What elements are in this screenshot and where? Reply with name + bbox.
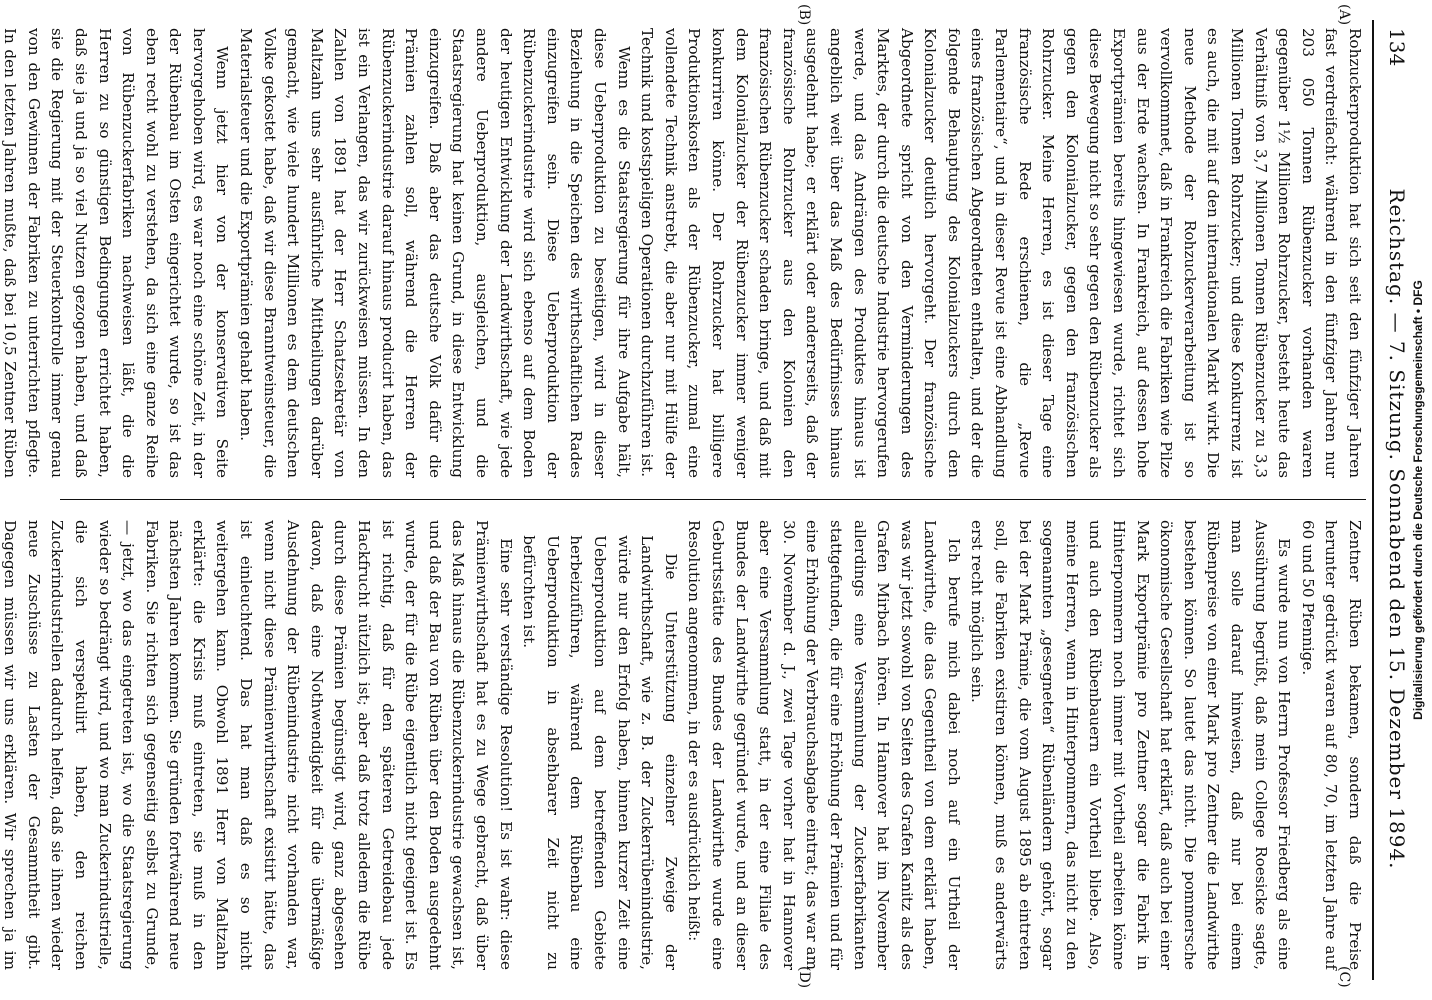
paragraph: Zentner Rüben bekamen, sondern daß die Preise herunter gedrückt waren auf 80, 70, im letzten Jahre auf 60 und 50 Pfennige.	[1298, 520, 1364, 970]
paragraph: Wenn es die Staatsregierung für ihre Aufgabe hält, diese Ueberproduktion zu beseitigen, wird in dieser Beziehung in die Speichen des wirthschaftlichen Rades einzugreifen sein. Diese Ueberproduktion der Rübenzuckerindustrie wird sich ebenso auf dem Boden der heutigen Entwicklung der Landwirthschaft, wie jede andere Ueberproduktion, ausgleichen, und die Staatsregierung hat keinen Grund, in diese Entwicklung einzugreifen. Daß aber das deutsche Volk dafür die Prämien zahlen soll, während die Herren der Rübenzuckerindustrie darauf hinaus producirt haben, das ist ein Verlangen, das wir zurückweisen müssen. In den Zahlen von 1891 hat der Herr Schatzsekretär von Maltzahn uns sehr ausführliche Mittheilungen darüber gemacht, wie viele hundert Millionen es dem deutschen Volke gekostet habe, daß wir diese Branntweinsteuer, die Materialsteuer und die Exportprämien gehabt haben.	[237, 28, 633, 478]
paragraph: Rohzuckerproduktion hat sich seit den fünfziger Jahren fast verdreifacht: während in den fünfziger Jahren nur 203 050 Tonnen Rübenzucker vorhanden waren gegenüber 1½ Millionen Rohrzucker, besteht heute das Verhältniß von 3,7 Millionen Tonnen Rübenzucker zu 3,3 Millionen Tonnen Rohrzucker; und diese Konkurrenz ist es auch, die mit auf den internationalen Markt wirkt. Die neue Methode der Rohzuckerverarbeitung ist so vervollkommnet, daß in Frankreich die Fabriken wie Pilze aus der Erde wachsen. In Frankreich, auf dessen hohe Exportprämien bereits hingewiesen wurde, richtet sich diese Bewegung nicht so sehr gegen den Rübenzucker als gegen den Kolonialzucker, gegen den französischen Rohrzucker. Meine Herren, es ist dieser Tage eine französische Rede erschienen, die „Revue Parlementaire“, und in dieser Revue ist eine Abhandlung eines französischen Abgeordneten enthalten, und der die folgende Behauptung des Kolonialzuckers durch den Kolonialzucker deutlich hervorgeht. Der französische Abgeordnete spricht von den Verminderungen des Marktes, der durch die deutsche Industrie hervorgerufen werde, und das Andrängen des Produktes hinaus ist angeblich weit über das Maß des Bedürfnisses hinaus ausgedehnt habe; er erklärt oder andererseits, daß der französische Rohrzucker aus den Kolonien den französischen Rübenzucker schaden bringe, und daß mit dem Kolonialzucker der Rübenzucker immer weniger konkurriren könne. Der Rohrzucker hat billigere Produktionskosten als der Rübenzucker, zumal eine vollendete Technik anstrebt, die aber nur mit Hülfe der Technik und kostspieligen Operationen durchzuführen ist.	[638, 28, 1364, 478]
running-title: Reichstag. — 7. Sitzung. Sonnabend den 15. Dezember 1894.	[1385, 188, 1409, 870]
paragraph: Ich berufe mich dabei noch auf ein Urtheil der Landwirthe, die das Gegentheil von dem erklärt haben, was wir jetzt sowohl von Seiten des Grafen Kanitz als des Grafen Mirbach hören. In Hannover hat im November allerdings eine Versammlung der Zuckerfabrikanten stattgefunden, die für eine Erhöhung der Prämien und für eine Erhöhung der Verbrauchsabgabe eintrat; das war am 30. November d. J., zwei Tage vorher hat in Hannover aber eine Versammlung statt, in der eine Filiale des Bundes der Landwirthe gegründet wurde, und an dieser Geburtsstätte des Bundes der Landwirthe wurde eine Resolution angenommen, in der es ausdrücklich heißt:	[685, 520, 963, 970]
paragraph: Wenn jetzt hier von der konservativen Seite hervorgehoben wird, es war noch eine schöne Zeit, in der der Rübenbau im Osten eingerichtet wurde, so ist das eben recht wohl zu verstehen, da sich eine ganze Reihe von Rübenzuckerfabriken nachweisen läßt, die die Herren zu so günstigen Bedingungen errichtet haben, daß sie ja und ja so viel Nutzen gezogen haben, und daß sie die Regierung mit der Steuerkontrolle immer genau von den Gewinnen der Fabriken zu unterrichten pflegte. In den letzten Jahren mußte, daß bei 10,5 Zentner Rüben	[1, 28, 232, 478]
marker-a: (A)	[1336, 4, 1352, 26]
paragraph: Eine sehr verständige Resolution! Es ist wahr: diese Prämienwirthschaft hat es zu Wege gebracht, daß über das Maß hinaus die Rübenzuckerindustrie gewachsen ist, und daß der Bau von Rüben über den Boden ausgedehnt wurde, der für die Rübe eigentlich nicht geeignet ist. Es ist richtig, daß für den späteren Getreidebau jede Hackfrucht nützlich ist; aber daß trotz alledem die Rübe durch diese Prämien begünstigt wird, ganz abgesehen davon, daß eine Nothwendigkeit für die übermäßige Ausdehnung der Rübenindustrie nicht vorhanden war, wenn nicht diese Prämienwirthschaft existirt hätte, das ist einleuchtend. Das hat man daß es so nicht weitergehen kann. Obwohl 1891 Herr von Maltzahn erklärte: die Krisis muß eintreten, sie muß in den nächsten Jahren kommen. Sie gründen fortwährend neue Fabriken. Sie richten sich gegenseitig selbst zu Grunde, — jetzt, wo das eingetreten ist, wo die Staatsregierung wieder so bedrängt wird, und wo man Zuckerindustrielle, die sich verspekulirt haben, den reichen Zuckerindustriellen dadurch helfen, daß sie ihnen wieder neue Zuschüsse zu Lasten der Gesammtheit gibt. Dagegen müssen wir uns erklären. Wir sprechen ja im	[1, 520, 515, 970]
marker-c: (C)	[1336, 966, 1352, 988]
left-column	[1, 28, 1366, 478]
paragraph: Es wurde nun von Herrn Professor Friedberg als eine Aussührung begrüßt, daß mein College Roesicke sagte, man solle darauf hinweisen, daß nur bei einem Rübenpreise von einer Mark pro Zentner die Landwirthe bestehen können. So lautet das nicht. Die pommersche ökonomische Gesellschaft hat erklärt, daß auch bei einer Mark Exportprämie pro Zentner sogar die Fabrik in Hinterpommern noch immer mit Vortheil arbeiten könne und auch den Rübenbauern ein Vortheil bliebe. Also, meine Herren, wenn in Hinterpommern, das nicht zu den sogenannten „gesegneten“ Rübenländern gehört, sogar bei der Mark Prämie, die vom August 1895 ab eintreten soll, die Fabriken existiren können, muß es anderwärts erst recht möglich sein.	[968, 520, 1294, 970]
dfg-credit: Digitalisierung gefördert durch die Deutsche Forschungsgemeinschaft • DFG	[1411, 280, 1425, 720]
column-divider	[60, 499, 1366, 500]
marker-d: (D)	[796, 966, 812, 989]
credit-strip	[1404, 0, 1432, 1000]
marker-b: (B)	[796, 4, 812, 26]
header-rule	[1372, 20, 1374, 980]
right-column	[1, 520, 1366, 970]
quoted-resolution: Die Unterstützung einzelner Zweige der Landwirthschaft, wie z. B. der Zuckerrübenindustrie, würde nur den Erfolg haben, binnen kurzer Zeit eine Ueberproduktion auf dem betreffenden Gebiete herbeizuführen, während dem Rübenbau eine Ueberproduktion in absehbarer Zeit nicht zu befürchten ist.	[520, 535, 680, 970]
page-number: 134	[1385, 28, 1409, 67]
